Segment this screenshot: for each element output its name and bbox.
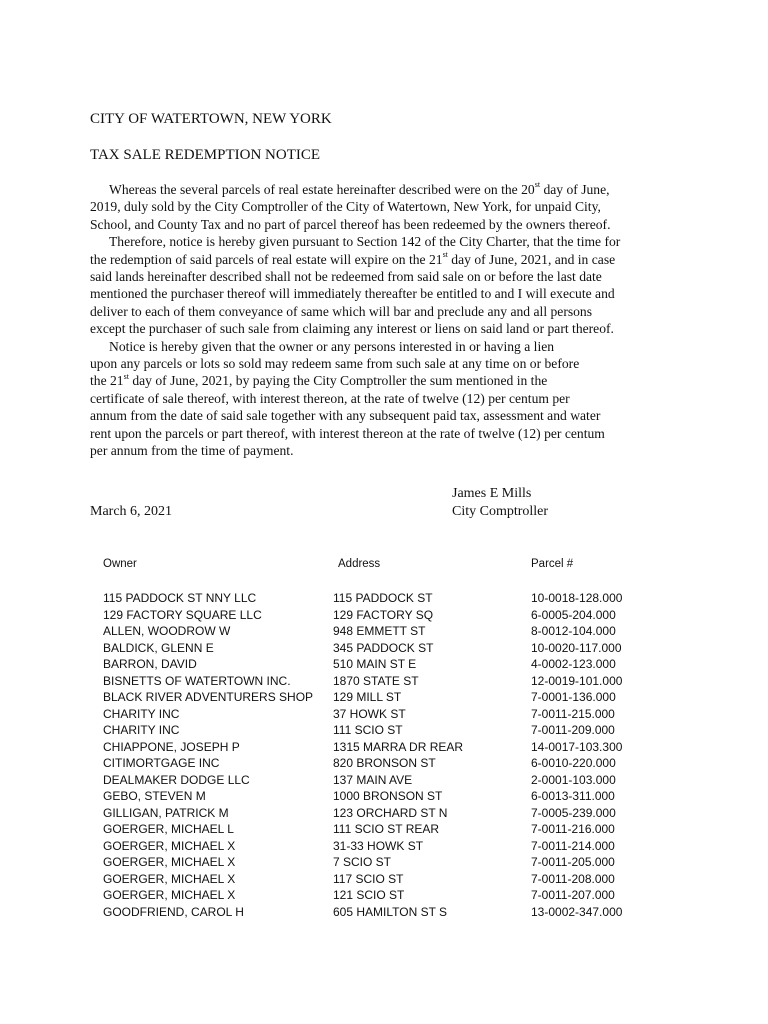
table-row xyxy=(0,624,768,641)
parcel-cell: 4-0002-123.000 xyxy=(531,657,616,671)
address-cell: 1315 MARRA DR REAR xyxy=(333,739,464,754)
address-cell: 820 BRONSON ST xyxy=(333,756,436,770)
para2-line: Therefore, notice is hereby given pursuant to Section 142 of the City Charter, that the time for xyxy=(109,234,621,250)
table-row xyxy=(0,723,768,740)
table-row xyxy=(0,608,768,625)
parcel-column-header: Parcel # xyxy=(531,558,574,570)
address-cell: 1000 BRONSON ST xyxy=(333,789,443,803)
table-row xyxy=(0,855,768,872)
table-row xyxy=(0,888,768,905)
text: the redemption of said parcels of real estate will expire on the 21 xyxy=(90,251,443,267)
parcel-cell: 6-0013-311.000 xyxy=(531,789,615,803)
owner-cell: GOERGER, MICHAEL X xyxy=(103,838,236,853)
para1-line: School, and County Tax and no part of parcel thereof has been redeemed by the owners thereof. xyxy=(90,216,611,232)
address-cell: 31-33 HOWK ST xyxy=(333,838,424,853)
owner-column-header: Owner xyxy=(103,558,137,570)
owner-cell: ALLEN, WOODROW W xyxy=(103,624,231,638)
text: Whereas the several parcels of real estate hereinafter described were on the 20 xyxy=(109,182,535,197)
table-row xyxy=(0,690,768,707)
owner-cell: GOERGER, MICHAEL X xyxy=(103,871,236,886)
parcel-cell: 7-0001-136.000 xyxy=(531,690,616,704)
owner-cell: BARRON, DAVID xyxy=(103,657,197,671)
parcel-cell: 14-0017-103.300 xyxy=(531,739,623,754)
owner-cell: CHARITY INC xyxy=(103,706,180,721)
table-row xyxy=(0,822,768,839)
address-cell: 510 MAIN ST E xyxy=(333,657,417,671)
text: day of June, 2021, and in case xyxy=(447,251,616,267)
address-cell: 1870 STATE ST xyxy=(333,673,419,688)
para3-line: rent upon the parcels or part thereof, with interest thereon at the rate of twelve (12) per centum xyxy=(90,425,605,441)
owner-cell: CHARITY INC xyxy=(103,723,180,737)
table-row xyxy=(0,707,768,724)
table-row xyxy=(0,872,768,889)
table-row xyxy=(0,657,768,674)
owner-cell: DEALMAKER DODGE LLC xyxy=(103,772,250,787)
address-cell: 129 FACTORY SQ xyxy=(333,607,434,622)
owner-cell: CITIMORTGAGE INC xyxy=(103,756,220,770)
table-row xyxy=(0,806,768,823)
address-cell: 7 SCIO ST xyxy=(333,855,392,869)
parcel-cell: 13-0002-347.000 xyxy=(531,904,623,919)
notice-body xyxy=(90,181,675,460)
parcel-cell: 2-0001-103.000 xyxy=(531,772,616,787)
para3-line: per annum from the time of payment. xyxy=(90,443,294,459)
table-row xyxy=(0,756,768,773)
address-column-header: Address xyxy=(338,558,381,570)
owner-cell: GOERGER, MICHAEL X xyxy=(103,855,236,869)
notice-title: TAX SALE REDEMPTION NOTICE xyxy=(90,147,321,163)
address-cell: 123 ORCHARD ST N xyxy=(333,805,448,820)
text: day of June, 2021, by paying the City Comptroller the sum mentioned in the xyxy=(128,373,548,389)
parcel-cell: 7-0011-205.000 xyxy=(531,855,615,869)
para2-line xyxy=(90,251,675,268)
para3-line: certificate of sale thereof, with interest thereon, at the rate of twelve (12) per centum per xyxy=(90,390,570,406)
owner-cell: GOERGER, MICHAEL X xyxy=(103,888,236,902)
owner-cell: BLACK RIVER ADVENTURERS SHOP xyxy=(103,690,314,704)
para2-line: except the purchaser of such sale from claiming any interest or liens on said land or part thereof. xyxy=(90,321,614,337)
address-cell: 111 SCIO ST REAR xyxy=(333,822,440,836)
notice-date: March 6, 2021 xyxy=(90,504,173,519)
owner-cell: GOODFRIEND, CAROL H xyxy=(103,904,244,919)
superscript: st xyxy=(123,371,129,381)
owner-cell: BALDICK, GLENN E xyxy=(103,640,214,655)
owner-cell: 129 FACTORY SQUARE LLC xyxy=(103,607,262,622)
superscript: st xyxy=(442,250,448,260)
para2-line: mentioned the purchaser thereof will immediately thereafter be entitled to and I will execute and xyxy=(90,286,615,302)
address-cell: 121 SCIO ST xyxy=(333,888,405,902)
para2-line: deliver to each of them conveyance of same which will bar and preclude any and all persons xyxy=(90,303,593,319)
address-cell: 137 MAIN AVE xyxy=(333,772,413,787)
parcel-cell: 6-0005-204.000 xyxy=(531,607,616,622)
address-cell: 37 HOWK ST xyxy=(333,706,406,721)
address-cell: 345 PADDOCK ST xyxy=(333,640,434,655)
table-row xyxy=(0,789,768,806)
superscript: st xyxy=(534,180,541,190)
parcel-cell: 10-0020-117.000 xyxy=(531,640,622,655)
para1-line: 2019, duly sold by the City Comptroller of the City of Watertown, New York, for unpaid City, xyxy=(90,199,601,215)
table-row xyxy=(0,591,768,608)
text: the 21 xyxy=(90,373,124,389)
table-row xyxy=(0,773,768,790)
table-row xyxy=(0,740,768,757)
table-row xyxy=(0,674,768,691)
parcel-cell: 7-0011-214.000 xyxy=(531,838,615,853)
parcel-cell: 7-0011-215.000 xyxy=(531,706,615,721)
text: day of June, xyxy=(540,182,610,197)
parcel-table xyxy=(0,591,768,921)
parcel-cell: 7-0005-239.000 xyxy=(531,805,616,820)
parcel-cell: 8-0012-104.000 xyxy=(531,624,616,638)
owner-cell: GOERGER, MICHAEL L xyxy=(103,822,234,836)
parcel-cell: 10-0018-128.000 xyxy=(531,591,623,605)
parcel-cell: 7-0011-207.000 xyxy=(531,888,615,902)
table-row xyxy=(0,905,768,922)
parcel-cell: 12-0019-101.000 xyxy=(531,673,623,688)
address-cell: 948 EMMETT ST xyxy=(333,624,426,638)
owner-cell: BISNETTS OF WATERTOWN INC. xyxy=(103,673,291,688)
signer-title: City Comptroller xyxy=(452,504,549,519)
owner-cell: GEBO, STEVEN M xyxy=(103,789,206,803)
owner-cell: GILLIGAN, PATRICK M xyxy=(103,805,229,820)
address-cell: 117 SCIO ST xyxy=(333,871,404,886)
table-row xyxy=(0,839,768,856)
owner-cell: 115 PADDOCK ST NNY LLC xyxy=(103,591,257,605)
owner-cell: CHIAPPONE, JOSEPH P xyxy=(103,739,240,754)
table-row xyxy=(0,641,768,658)
parcel-cell: 7-0011-208.000 xyxy=(531,871,615,886)
para1-line xyxy=(90,181,675,198)
para2-line: said lands hereinafter described shall not be redeemed from said sale on or before the last date xyxy=(90,269,602,285)
address-cell: 605 HAMILTON ST S xyxy=(333,904,448,919)
para3-line: Notice is hereby given that the owner or any persons interested in or having a lien xyxy=(109,338,555,354)
city-heading: CITY OF WATERTOWN, NEW YORK xyxy=(90,111,332,127)
para3-line xyxy=(90,372,675,389)
signer-name: James E Mills xyxy=(452,486,532,501)
para3-line: annum from the date of said sale together with any subsequent paid tax, assessment and water xyxy=(90,408,601,424)
address-cell: 129 MILL ST xyxy=(333,690,402,704)
parcel-cell: 7-0011-216.000 xyxy=(531,822,615,836)
parcel-cell: 7-0011-209.000 xyxy=(531,723,615,737)
address-cell: 115 PADDOCK ST xyxy=(333,591,433,605)
address-cell: 111 SCIO ST xyxy=(333,723,403,737)
para3-line: upon any parcels or lots so sold may redeem same from such sale at any time on or before xyxy=(90,356,580,372)
parcel-cell: 6-0010-220.000 xyxy=(531,756,616,770)
